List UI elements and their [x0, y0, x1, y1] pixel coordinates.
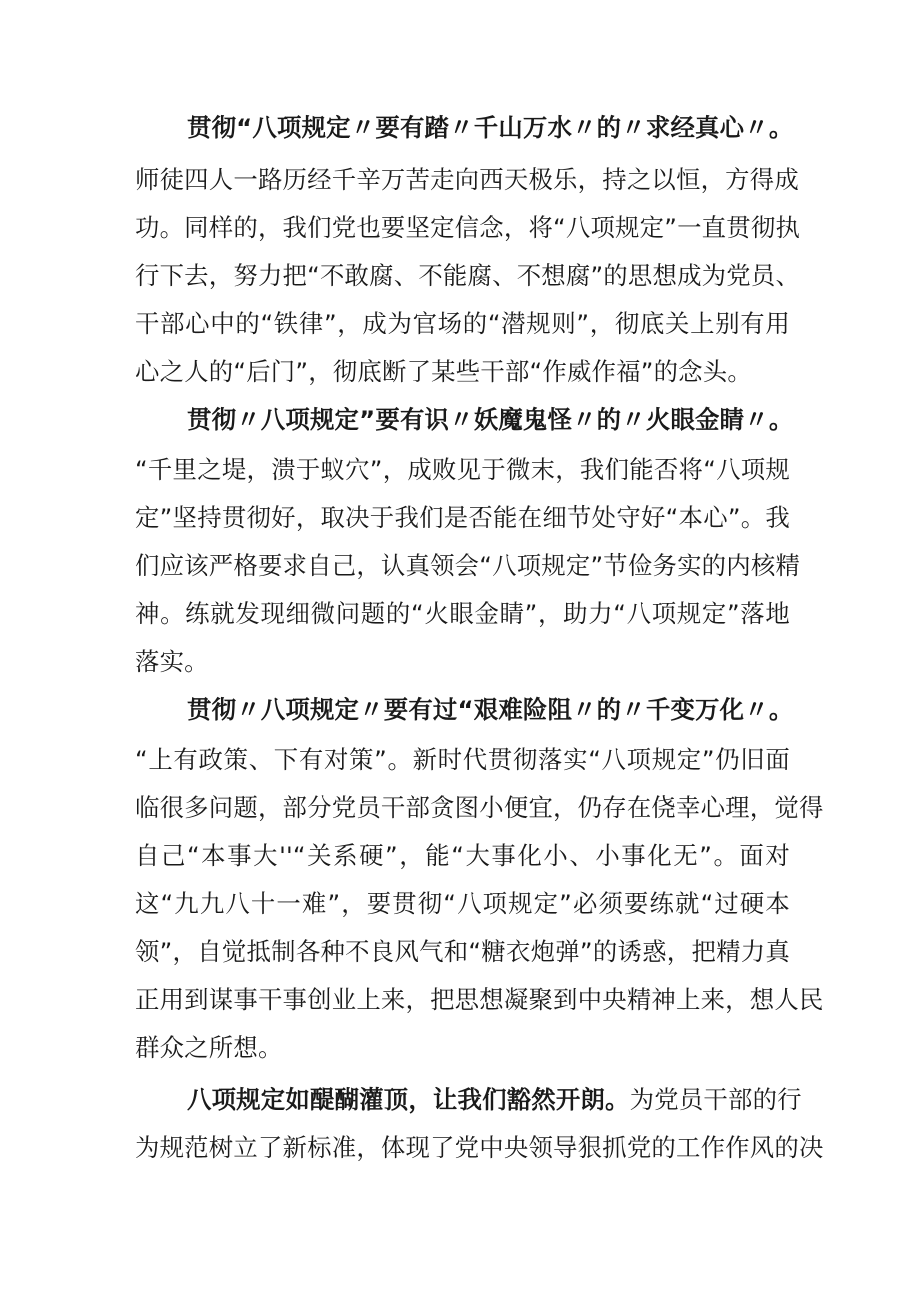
paragraph-line: 干部心中的“铁律”，成为官场的“潜规则”，彻底关上别有用	[135, 309, 790, 338]
paragraph-line: 正用到谋事干事创业上来，把思想凝聚到中央精神上来，想人民	[135, 985, 824, 1014]
paragraph-line: 自己“本事大''“关系硬”，能“大事化小、小事化无”。面对	[135, 841, 790, 870]
paragraph-line: 落实。	[135, 647, 209, 676]
heading-3: 贯彻〃八项规定〃要有过“艰难险阻〃的〃千变万化〃。	[187, 695, 794, 724]
paragraph-line: 临很多问题，部分党员干部贪图小便宜，仍存在侥幸心理，觉得	[135, 793, 824, 822]
heading-4-line	[187, 1080, 802, 1120]
paragraph-line: 心之人的“后门”，彻底断了某些干部“作威作福”的念头。	[135, 357, 752, 386]
paragraph-line: 领”，自觉抵制各种不良风气和“糖衣炮弹”的诱惑，把精力真	[135, 937, 790, 966]
paragraph-line: 功。同样的，我们党也要坚定信念，将“八项规定”一直贯彻执	[135, 213, 801, 242]
paragraph-line: 们应该严格要求自己，认真领会“八项规定”节俭务实的内核精	[135, 551, 801, 580]
paragraph-line: “千里之堤，溃于蚁穴”，成败见于微末，我们能否将“八项规	[135, 455, 790, 484]
paragraph-line: 师徒四人一路历经千辛万苦走向西天极乐，持之以恒，方得成	[135, 165, 799, 194]
heading-1: 贯彻“八项规定〃要有踏〃千山万水〃的〃求经真心〃。	[187, 113, 794, 142]
paragraph-line: 这“九九八十一难”，要贯彻“八项规定”必须要练就“过硬本	[135, 889, 790, 918]
paragraph-line: 行下去，努力把“不敢腐、不能腐、不想腐”的思想成为党员、	[135, 261, 801, 290]
paragraph-line: 群众之所想。	[135, 1033, 283, 1062]
heading-2: 贯彻〃八项规定”要有识〃妖魔鬼怪〃的〃火眼金睛〃。	[187, 405, 794, 434]
paragraph-line: 定”坚持贯彻好，取决于我们是否能在细节处守好“本心”。我	[135, 503, 790, 532]
heading-4: 八项规定如醍醐灌顶，让我们豁然开朗。	[187, 1085, 630, 1114]
paragraph-line: “上有政策、下有对策”。新时代贯彻落实“八项规定”仍旧面	[135, 745, 790, 774]
paragraph-line: 神。练就发现细微问题的“火眼金睛”，助力“八项规定”落地	[135, 599, 790, 628]
paragraph-line: 为规范树立了新标准，体现了党中央领导狠抓党的工作作风的决	[135, 1133, 824, 1162]
paragraph-text: 为党员干部的行	[629, 1085, 802, 1114]
